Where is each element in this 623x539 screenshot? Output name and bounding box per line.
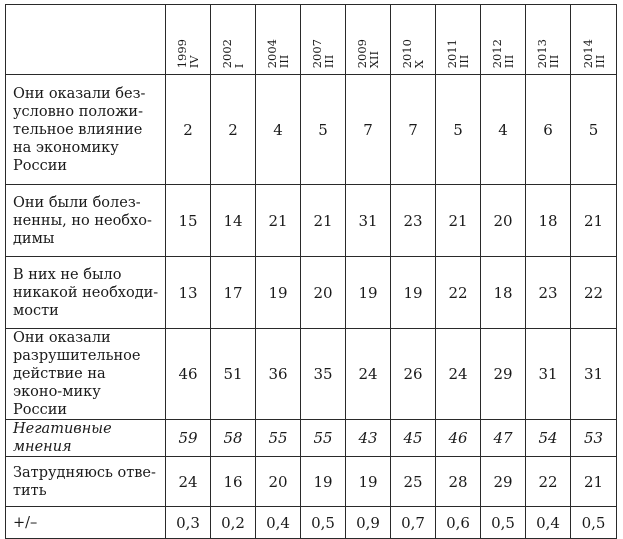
table-cell: 7 (346, 75, 391, 185)
table-cell: 2 (211, 75, 256, 185)
row-label: Негативные мнения (6, 420, 166, 457)
table-cell: 4 (481, 75, 526, 185)
table-cell: 22 (571, 257, 617, 329)
col-year: 1999 (175, 38, 189, 68)
table-row (6, 329, 617, 420)
col-header (391, 5, 436, 75)
col-month: III (547, 54, 561, 68)
col-year: 2009 (355, 38, 369, 68)
table-cell: 28 (436, 457, 481, 507)
col-year: 2012 (490, 38, 504, 68)
table-cell: 4 (256, 75, 301, 185)
col-year: 2010 (400, 38, 414, 68)
table-row (6, 507, 617, 539)
table-cell: 54 (526, 420, 571, 457)
table-cell: 43 (346, 420, 391, 457)
col-header (166, 5, 211, 75)
col-month: XII (367, 50, 381, 68)
table-cell: 0,6 (436, 507, 481, 539)
table-cell: 7 (391, 75, 436, 185)
table-cell: 5 (571, 75, 617, 185)
table-cell: 46 (166, 329, 211, 420)
table-cell: 0,5 (301, 507, 346, 539)
col-year: 2007 (310, 38, 324, 68)
table-cell: 20 (301, 257, 346, 329)
row-label: Они оказали без-условно положи-тельное влияние на экономику России (6, 75, 166, 185)
table-cell: 19 (346, 257, 391, 329)
table-cell: 29 (481, 329, 526, 420)
table-cell: 16 (211, 457, 256, 507)
table-row (6, 257, 617, 329)
table-cell: 6 (526, 75, 571, 185)
corner-cell (6, 5, 166, 75)
survey-table (5, 4, 617, 539)
table-cell: 55 (256, 420, 301, 457)
col-header (256, 5, 301, 75)
table-cell: 31 (526, 329, 571, 420)
header-row (6, 5, 617, 75)
table-cell: 0,4 (256, 507, 301, 539)
col-year: 2013 (535, 38, 549, 68)
table-cell: 35 (301, 329, 346, 420)
row-label: В них не было никакой необходи-мости (6, 257, 166, 329)
table-cell: 26 (391, 329, 436, 420)
row-label: Они были болез-ненны, но необхо-димы (6, 185, 166, 257)
table-cell: 55 (301, 420, 346, 457)
table-row (6, 457, 617, 507)
table-cell: 17 (211, 257, 256, 329)
table-cell: 0,5 (481, 507, 526, 539)
table-cell: 0,2 (211, 507, 256, 539)
col-header (571, 5, 617, 75)
table-cell: 31 (346, 185, 391, 257)
table-cell: 59 (166, 420, 211, 457)
table-cell: 24 (166, 457, 211, 507)
col-year: 2002 (220, 38, 234, 68)
table-cell: 20 (481, 185, 526, 257)
table-cell: 45 (391, 420, 436, 457)
table-cell: 19 (346, 457, 391, 507)
table-cell: 0,5 (571, 507, 617, 539)
table-cell: 15 (166, 185, 211, 257)
table-cell: 2 (166, 75, 211, 185)
col-month: IV (187, 55, 201, 68)
table-cell: 14 (211, 185, 256, 257)
table-cell: 47 (481, 420, 526, 457)
table-cell: 18 (481, 257, 526, 329)
table-cell: 23 (391, 185, 436, 257)
table-cell: 23 (526, 257, 571, 329)
table-cell: 21 (301, 185, 346, 257)
col-year: 2004 (265, 38, 279, 68)
col-header (526, 5, 571, 75)
col-month: I (232, 63, 246, 68)
table-cell: 51 (211, 329, 256, 420)
table-cell: 0,7 (391, 507, 436, 539)
col-month: III (592, 54, 607, 68)
table-cell: 29 (481, 457, 526, 507)
col-month: X (412, 59, 426, 68)
table-row (6, 75, 617, 185)
table-cell: 13 (166, 257, 211, 329)
table-cell: 21 (436, 185, 481, 257)
col-header (346, 5, 391, 75)
table-cell: 19 (301, 457, 346, 507)
col-year: 2014 (580, 38, 595, 68)
table-cell: 5 (436, 75, 481, 185)
col-month: III (322, 54, 336, 68)
col-header (301, 5, 346, 75)
table-cell: 19 (391, 257, 436, 329)
col-header (436, 5, 481, 75)
table-cell: 0,4 (526, 507, 571, 539)
table-cell: 31 (571, 329, 617, 420)
table-cell: 46 (436, 420, 481, 457)
table-cell: 5 (301, 75, 346, 185)
table-row (6, 420, 617, 457)
table-cell: 18 (526, 185, 571, 257)
row-label: Затрудняюсь отве-тить (6, 457, 166, 507)
table-cell: 21 (571, 457, 617, 507)
col-month: III (277, 54, 291, 68)
table-cell: 24 (346, 329, 391, 420)
col-year: 2011 (445, 38, 459, 68)
table-cell: 53 (571, 420, 617, 457)
row-label: Они оказали разрушительное действие на эконо-мику России (6, 329, 166, 420)
table-cell: 0,3 (166, 507, 211, 539)
row-label: +/– (6, 507, 166, 539)
table-cell: 0,9 (346, 507, 391, 539)
table-cell: 22 (436, 257, 481, 329)
table-cell: 25 (391, 457, 436, 507)
table-cell: 58 (211, 420, 256, 457)
table-cell: 22 (526, 457, 571, 507)
table-cell: 36 (256, 329, 301, 420)
col-header (481, 5, 526, 75)
table-cell: 19 (256, 257, 301, 329)
table-cell: 20 (256, 457, 301, 507)
table-cell: 21 (571, 185, 617, 257)
table-row (6, 185, 617, 257)
table-cell: 21 (256, 185, 301, 257)
col-month: III (502, 54, 516, 68)
col-month: III (457, 54, 471, 68)
col-header (211, 5, 256, 75)
table-cell: 24 (436, 329, 481, 420)
